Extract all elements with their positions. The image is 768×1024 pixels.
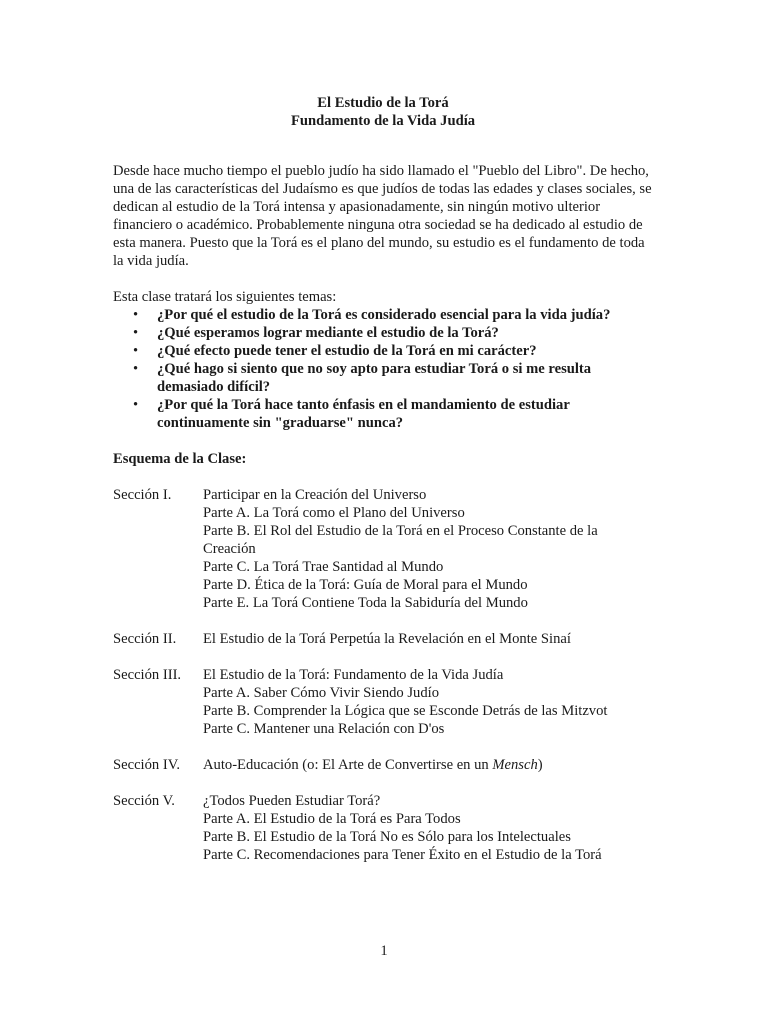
outline-heading: Esquema de la Clase: — [113, 451, 247, 467]
section-body — [203, 756, 653, 774]
page-number: 1 — [380, 943, 388, 959]
section-part: Parte C. Recomendaciones para Tener Éxito en el Estudio de la Torá — [203, 847, 602, 863]
section-part: Parte B. El Estudio de la Torá No es Sólo para los Intelectuales — [203, 829, 571, 845]
section-title-suffix: ) — [537, 757, 543, 773]
section-label: Sección II. — [113, 631, 177, 647]
document-page — [113, 94, 653, 864]
section-part: Parte B. El Rol del Estudio de la Torá en el Proceso Constante de la Creación — [203, 523, 598, 557]
intro-paragraph: Desde hace mucho tiempo el pueblo judío ha sido llamado el "Pueblo del Libro". De hecho, una de las características del Judaísmo es que judíos de todas las edades y clases sociales, se dedican al estudio de la Torá intensa y apasionadamente, sin ningún motivo ulterior financiero o académico. Probablemente ninguna otra sociedad se ha dedicado al estudio de esta manera. Puesto que la Torá es el plano del mundo, su estudio es el fundamento de toda la vida judía. — [113, 163, 652, 269]
document-subtitle: Fundamento de la Vida Judía — [290, 113, 476, 129]
section-label: Sección III. — [113, 667, 182, 683]
topics-list — [113, 306, 653, 432]
topic-item: • ¿Qué hago si siento que no soy apto para estudiar Torá o si me resulta demasiado difícil? — [157, 360, 653, 396]
section-title: ¿Todos Pueden Estudiar Torá? — [203, 793, 381, 809]
section-title: Participar en la Creación del Universo — [203, 487, 427, 503]
topic-item: • ¿Qué esperamos lograr mediante el estudio de la Torá? — [157, 324, 653, 342]
section-title: El Estudio de la Torá: Fundamento de la Vida Judía — [203, 667, 504, 683]
section-part: Parte E. La Torá Contiene Toda la Sabiduría del Mundo — [203, 595, 528, 611]
section-label: Sección I. — [113, 487, 172, 503]
topic-item: • ¿Qué efecto puede tener el estudio de la Torá en mi carácter? — [157, 342, 653, 360]
section-label: Sección IV. — [113, 757, 181, 773]
section-label: Sección V. — [113, 793, 175, 809]
outline-section — [113, 756, 653, 774]
topic-item: • ¿Por qué el estudio de la Torá es considerado esencial para la vida judía? — [157, 306, 653, 324]
section-title-italic: Mensch — [492, 757, 538, 773]
outline-section — [113, 630, 653, 648]
section-part: Parte A. Saber Cómo Vivir Siendo Judío — [203, 685, 439, 701]
section-part: Parte A. El Estudio de la Torá es Para Todos — [203, 811, 461, 827]
section-part: Parte A. La Torá como el Plano del Universo — [203, 505, 465, 521]
outline-section — [113, 486, 653, 612]
section-part: Parte D. Ética de la Torá: Guía de Moral para el Mundo — [203, 577, 528, 593]
section-part: Parte C. Mantener una Relación con D'os — [203, 721, 445, 737]
outline-section — [113, 666, 653, 738]
document-title: El Estudio de la Torá — [317, 95, 449, 111]
section-title: El Estudio de la Torá Perpetúa la Revelación en el Monte Sinaí — [203, 631, 571, 647]
section-part: Parte B. Comprender la Lógica que se Esconde Detrás de las Mitzvot — [203, 703, 608, 719]
section-part: Parte C. La Torá Trae Santidad al Mundo — [203, 559, 444, 575]
outline-section — [113, 792, 653, 864]
section-body — [203, 486, 653, 612]
topic-item: • ¿Por qué la Torá hace tanto énfasis en el mandamiento de estudiar continuamente sin "graduarse" nunca? — [157, 396, 653, 432]
section-body — [203, 666, 653, 738]
topics-lead: Esta clase tratará los siguientes temas: — [113, 289, 337, 305]
section-body — [203, 630, 653, 648]
section-title-prefix: Auto-Educación (o: El Arte de Convertirse en un — [203, 757, 493, 773]
section-title — [203, 756, 653, 774]
section-body — [203, 792, 653, 864]
